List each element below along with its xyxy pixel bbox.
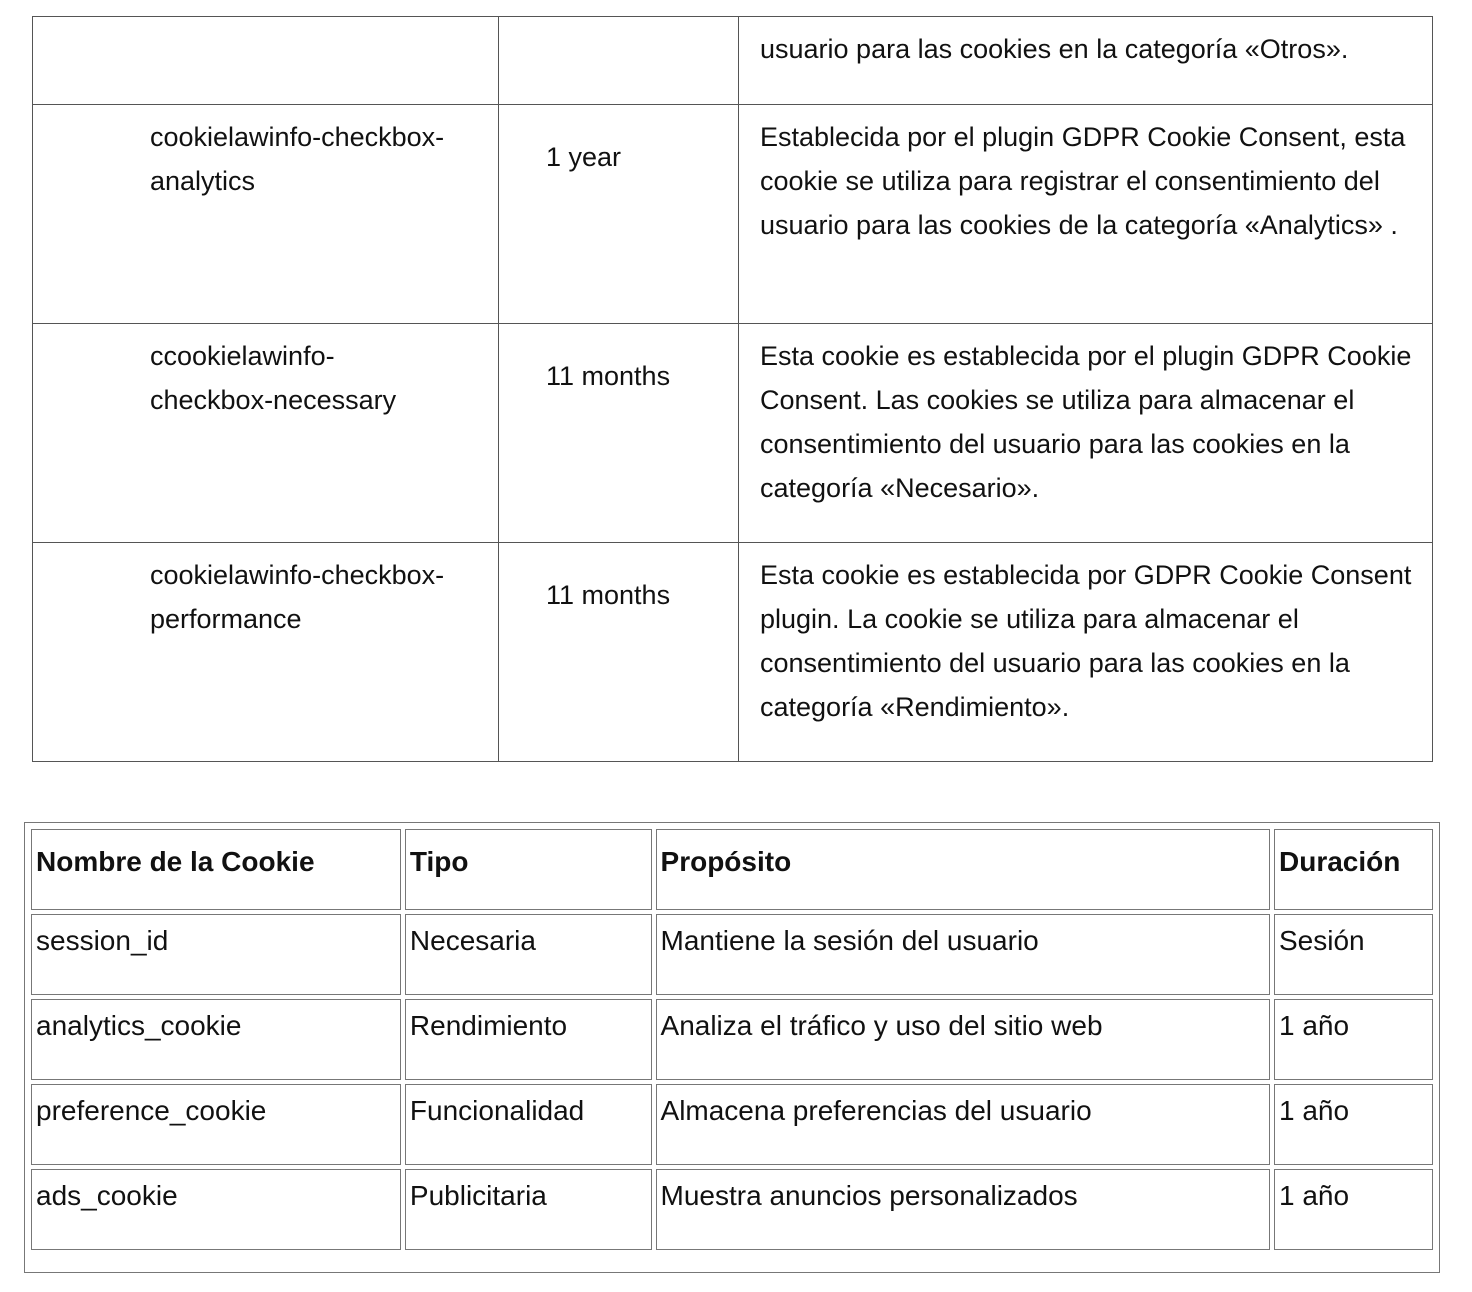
cookie-duration-cell <box>499 105 739 324</box>
header-duration: Duración <box>1274 829 1433 910</box>
cookie-description-cell <box>739 105 1433 324</box>
cell-type: Publicitaria <box>405 1169 652 1250</box>
cookie-name-line: analytics <box>150 166 256 196</box>
cell-duration: 1 año <box>1274 1084 1433 1165</box>
table-row <box>33 17 1433 105</box>
cookie-name <box>33 17 498 27</box>
header-type: Tipo <box>405 829 652 910</box>
cookie-description-cell <box>739 543 1433 762</box>
cookie-name-line: cookielawinfo-checkbox- <box>150 122 445 152</box>
cookie-description: Esta cookie es establecida por GDPR Cookie Consent plugin. La cookie se utiliza para almacenar el consentimiento del usuario para las cookies en la categoría «Rendimiento». <box>760 560 1412 722</box>
cookie-summary-table <box>27 825 1437 1254</box>
cell-purpose: Muestra anuncios personalizados <box>656 1169 1270 1250</box>
cookie-duration-cell <box>499 17 739 105</box>
cell-purpose: Analiza el tráfico y uso del sitio web <box>656 999 1270 1080</box>
cell-cookie-name: analytics_cookie <box>31 999 401 1080</box>
table-row <box>31 1169 1433 1250</box>
cookie-duration <box>499 17 738 47</box>
cookie-name-line: cookielawinfo-checkbox- <box>150 560 445 590</box>
cookie-duration-cell <box>499 543 739 762</box>
cell-type: Necesaria <box>405 914 652 995</box>
cookie-duration: 11 months <box>546 361 671 391</box>
cookie-name-cell <box>33 105 499 324</box>
cookie-name <box>33 324 498 422</box>
cell-type: Rendimiento <box>405 999 652 1080</box>
cookie-description: Esta cookie es establecida por el plugin GDPR Cookie Consent. Las cookies se utiliza para almacenar el consentimiento del usuario para las cookies en la categoría «Necesario». <box>760 341 1412 503</box>
cookie-duration-cell <box>499 324 739 543</box>
cell-purpose: Almacena preferencias del usuario <box>656 1084 1270 1165</box>
table-row <box>33 543 1433 762</box>
cookie-name <box>33 105 498 203</box>
cell-duration: 1 año <box>1274 999 1433 1080</box>
cookie-duration: 11 months <box>546 580 671 610</box>
cell-duration: Sesión <box>1274 914 1433 995</box>
cookie-summary-table-frame <box>24 822 1440 1273</box>
table-row <box>33 324 1433 543</box>
table-row <box>31 999 1433 1080</box>
cell-purpose: Mantiene la sesión del usuario <box>656 914 1270 995</box>
header-cookie-name: Nombre de la Cookie <box>31 829 401 910</box>
header-purpose: Propósito <box>656 829 1270 910</box>
table-row <box>31 1084 1433 1165</box>
cookie-description-cell <box>739 324 1433 543</box>
cell-cookie-name: session_id <box>31 914 401 995</box>
cookie-description: Establecida por el plugin GDPR Cookie Consent, esta cookie se utiliza para registrar el consentimiento del usuario para las cookies de la categoría «Analytics» . <box>760 122 1406 240</box>
table-row <box>33 105 1433 324</box>
cookie-name-line: checkbox-necessary <box>150 385 397 415</box>
cookie-name-cell <box>33 324 499 543</box>
cookie-description: usuario para las cookies en la categoría «Otros». <box>760 34 1349 64</box>
cell-type: Funcionalidad <box>405 1084 652 1165</box>
cookie-duration: 1 year <box>546 142 622 172</box>
cookie-details-table <box>32 16 1433 762</box>
cookie-name-line: ccookielawinfo- <box>150 341 335 371</box>
cookie-name <box>33 543 498 641</box>
cell-cookie-name: ads_cookie <box>31 1169 401 1250</box>
cookie-name-cell <box>33 543 499 762</box>
cookie-name-cell <box>33 17 499 105</box>
cookie-description-cell <box>739 17 1433 105</box>
cookie-name-line: performance <box>150 604 302 634</box>
table-header-row <box>31 829 1433 910</box>
cell-cookie-name: preference_cookie <box>31 1084 401 1165</box>
table-row <box>31 914 1433 995</box>
cell-duration: 1 año <box>1274 1169 1433 1250</box>
